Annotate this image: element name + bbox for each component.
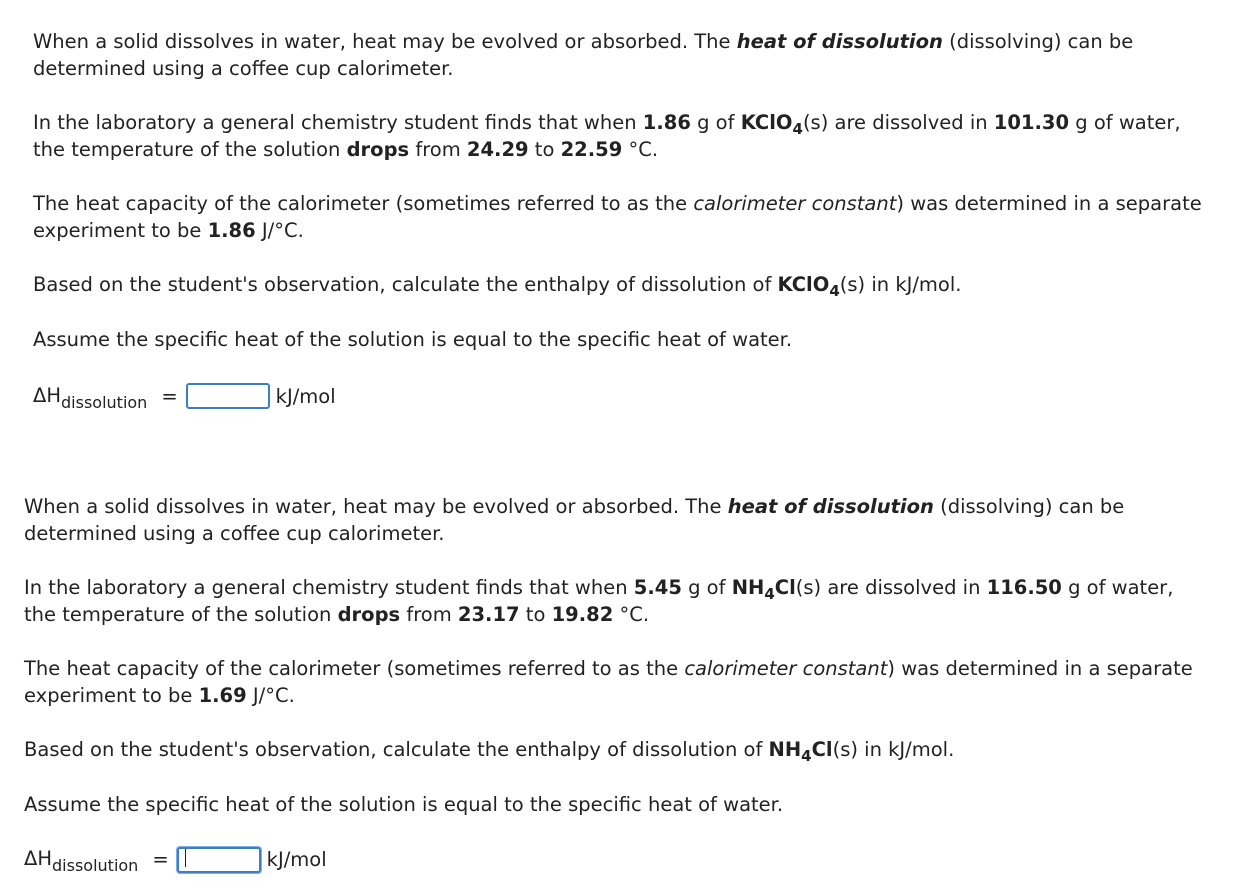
enthalpy-answer-input[interactable] — [186, 383, 270, 409]
enthalpy-answer-input[interactable] — [177, 847, 261, 873]
answer-row — [24, 845, 327, 873]
calculation-prompt: Based on the student's observation, calculate the enthalpy of dissolution of $NH_4Cl(s)$ in kJ/mol. — [24, 738, 955, 765]
initial-temperature: 24.29 — [466, 138, 529, 161]
observation-paragraph: In the laboratory a general chemistry student finds that when 5.45 g of $NH_4Cl(s)$ are dissolved in 116.50 g of water, — [24, 576, 1174, 603]
equals-sign: = — [161, 384, 178, 408]
intro-paragraph: When a solid dissolves in water, heat may be evolved or absorbed. The heat of dissolution (dissolving) can be — [33, 30, 1134, 53]
unit-label: kJ/mol — [275, 384, 336, 408]
calculation-prompt: Based on the student's observation, calculate the enthalpy of dissolution of KClO$_4$(s) in kJ/mol. — [33, 273, 962, 300]
final-temperature: 19.82 — [551, 603, 614, 626]
observation-paragraph-line2: the temperature of the solution drops from 23.17 to 19.82 °C. — [24, 603, 650, 626]
initial-temperature: 23.17 — [457, 603, 520, 626]
compound-formula: KClO$_4$ — [777, 273, 840, 300]
compound-formula: $NH_4Cl$ — [731, 576, 796, 603]
water-mass: 101.30 — [993, 111, 1070, 134]
calorimeter-constant: 1.86 — [207, 219, 256, 242]
calorimeter-constant: 1.69 — [198, 684, 247, 707]
solute-mass: 5.45 — [633, 576, 682, 599]
final-temperature: 22.59 — [560, 138, 623, 161]
delta-h-label: $\Delta H_{dissolution}$ — [24, 847, 139, 875]
intro-paragraph: When a solid dissolves in water, heat may be evolved or absorbed. The heat of dissolution (dissolving) can be — [24, 495, 1125, 518]
calorimeter-paragraph-line2: experiment to be 1.86 J/°C. — [33, 219, 304, 242]
observation-paragraph-line2: the temperature of the solution drops from 24.29 to 22.59 °C. — [33, 138, 659, 161]
delta-h-label: $\Delta H_{dissolution}$ — [33, 384, 148, 412]
calorimeter-paragraph: The heat capacity of the calorimeter (sometimes referred to as the calorimeter constant) was determined in a separate — [24, 657, 1193, 680]
assumption-text: Assume the specific heat of the solution is equal to the specific heat of water. — [33, 328, 793, 351]
solute-mass: 1.86 — [642, 111, 691, 134]
equals-sign: = — [152, 847, 169, 871]
intro-paragraph-line2: determined using a coffee cup calorimeter. — [33, 57, 454, 80]
calorimeter-paragraph: The heat capacity of the calorimeter (sometimes referred to as the calorimeter constant) was determined in a separate — [33, 192, 1202, 215]
assumption-text: Assume the specific heat of the solution is equal to the specific heat of water. — [24, 793, 784, 816]
focused-input-wrapper — [177, 845, 261, 873]
unit-label: kJ/mol — [266, 847, 327, 871]
compound-formula: KClO$_4$ — [740, 111, 803, 138]
observation-paragraph: In the laboratory a general chemistry student finds that when 1.86 g of KClO$_4$(s) are dissolved in 101.30 g of water, — [33, 111, 1181, 138]
calorimeter-paragraph-line2: experiment to be 1.69 J/°C. — [24, 684, 295, 707]
intro-paragraph-line2: determined using a coffee cup calorimeter. — [24, 522, 445, 545]
text-caret — [185, 849, 186, 867]
compound-formula: $NH_4Cl$ — [768, 738, 833, 765]
answer-row — [33, 382, 336, 410]
water-mass: 116.50 — [986, 576, 1062, 599]
